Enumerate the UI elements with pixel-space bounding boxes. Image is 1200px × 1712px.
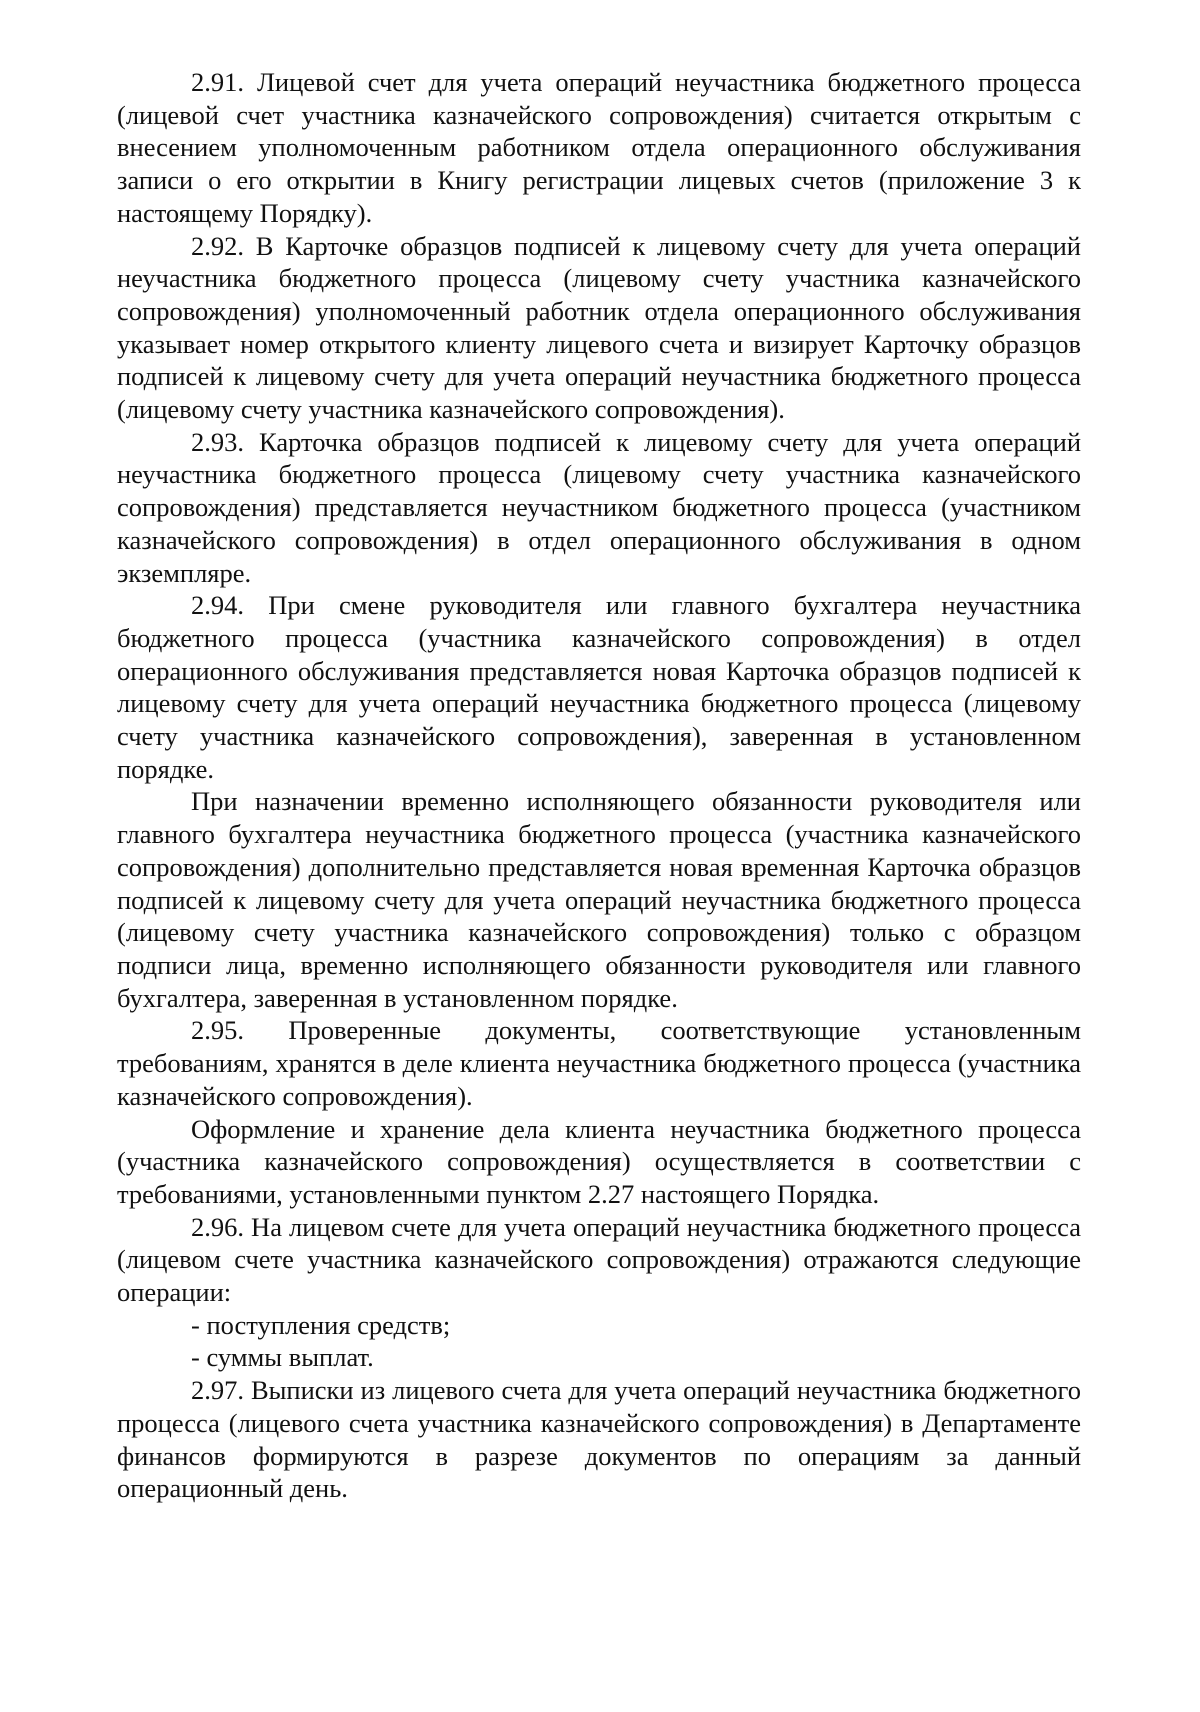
list-item-receipts: - поступления средств; <box>191 1309 451 1340</box>
paragraph-2-95: 2.95. Проверенные документы, соответствующие установленным требованиям, хранятся в деле клиента неучастника бюджетного процесса (участника казначейского сопровождения). <box>117 1015 1081 1111</box>
paragraph-2-96: 2.96. На лицевом счете для учета операций неучастника бюджетного процесса (лицевом счете участника казначейского сопровождения) отражаются следующие операции: <box>117 1211 1081 1308</box>
paragraph-2-91: 2.91. Лицевой счет для учета операций неучастника бюджетного процесса (лицевой счет участника казначейского сопровождения) считается открытым с внесением уполномоченным работником отдела операционного обслуживания записи о его открытии в Книгу регистрации лицевых счетов (приложение 3 к настоящему Порядку). <box>117 67 1081 228</box>
paragraph-2-94-temporary: При назначении временно исполняющего обязанности руководителя или главного бухгалтера неучастника бюджетного процесса (участника казначейского сопровождения) дополнительно представляется новая временная Карточка образцов подписей к лицевому счету для учета операций неучастника бюджетного процесса (лицевому счету участника казначейского сопровождения) только с образцом подписи лица, временно исполняющего обязанности руководителя или главного бухгалтера, заверенная в установленном порядке. <box>117 786 1081 1013</box>
document-body <box>117 66 1081 1505</box>
paragraph-2-97: 2.97. Выписки из лицевого счета для учета операций неучастника бюджетного процесса (лицевого счета участника казначейского сопровождения) в Департаменте финансов формируются в разрезе документов по операциям за данный операционный день. <box>117 1375 1081 1504</box>
paragraph-2-92: 2.92. В Карточке образцов подписей к лицевому счету для учета операций неучастника бюджетного процесса (лицевому счету участника казначейского сопровождения) уполномоченный работник отдела операционного обслуживания указывает номер открытого клиенту лицевого счета и визирует Карточку образцов подписей к лицевому счету для учета операций неучастника бюджетного процесса (лицевому счету участника казначейского сопровождения). <box>117 230 1081 425</box>
paragraph-2-95-storage: Оформление и хранение дела клиента неучастника бюджетного процесса (участника казначейского сопровождения) осуществляется в соответствии с требованиями, установленными пунктом 2.27 настоящего Порядка. <box>117 1113 1081 1209</box>
paragraph-2-94: 2.94. При смене руководителя или главного бухгалтера неучастника бюджетного процесса (участника казначейского сопровождения) в отдел операционного обслуживания представляется новая Карточка образцов подписей к лицевому счету для учета операций неучастника бюджетного процесса (лицевому счету участника казначейского сопровождения), заверенная в установленном порядке. <box>117 590 1081 784</box>
paragraph-2-93: 2.93. Карточка образцов подписей к лицевому счету для учета операций неучастника бюджетного процесса (лицевому счету участника казначейского сопровождения) представляется неучастником бюджетного процесса (участником казначейского сопровождения) в отдел операционного обслуживания в одном экземпляре. <box>117 426 1081 588</box>
list-item-payments: - суммы выплат. <box>191 1342 374 1373</box>
